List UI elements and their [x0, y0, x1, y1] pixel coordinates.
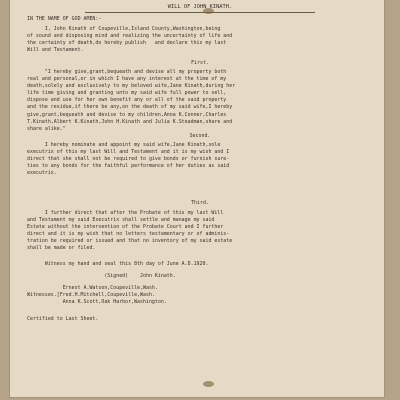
certification-line: Certified to Last Sheet.	[27, 316, 99, 322]
third-heading: Third.	[191, 200, 209, 206]
signature-line: (Signed) John Kinath.	[27, 273, 176, 279]
second-heading: Second.	[189, 133, 211, 139]
witnesses-block: Ernest A.Watson,Coupeville,Wash. Witnesses.[Fred.H.Mitchell,Coupeville,Wash. Anna K.Scott,Oak Harbor,Washington.	[27, 285, 167, 306]
invocation: IN THE NAME OF GOD AMEN:-	[27, 16, 102, 22]
second-paragraph: I hereby nominate and appoint my said wife,Jane Kinath,sole executrix of this my last Will and Testament and it is my wish and I direct that she shall not be required to give bonds or furnish sure- ties to any bonds for the faithful performance of her duties as said executrix.	[27, 142, 230, 177]
first-paragraph: "I hereby give,grant,bequeath and devise all my property both real and personal,or in which I have any interest at the time of my death,solely and exclusively to my beloved wife,Jane Kinath,during her life time giving and granting unto my said wife full power to sell, dispose and use for her own benefit any or all of the said property and the residue,if there be any,on the death of my said wife,I hereby give,grant,bequeath and devise to my children,Anna K.Conner,Charles T.Kinath,Albert K.Kinath,John H.Kinath and Julia K.Steadman,share and share alike."	[27, 69, 236, 132]
punch-hole	[203, 381, 214, 387]
title-underline	[85, 12, 315, 13]
document-title: WILL OF JOHN KINATH.	[167, 4, 233, 10]
witness-line: Witness my hand and seal this 8th day of June A.D.1920.	[27, 261, 209, 267]
third-paragraph: I further direct that after the Probate of this my last Will and Testament my said Executrix shall settle and manage my said Estate without the intervention of the Probate Court and I further direct and it is my wish that no letters testamentary or of adminis- tration be required or issued and that no inventory of my said estate shall be made or filed.	[27, 210, 233, 252]
first-heading: First.	[191, 60, 209, 66]
document-page	[9, 0, 385, 398]
intro-paragraph: I, John Kinath of Coupeville,Island County,Washington,being of sound and disposing mind and realizing the uncertainty of life and the certainty of death,do hereby publish and declare this my last Will and Testament.	[27, 26, 233, 54]
